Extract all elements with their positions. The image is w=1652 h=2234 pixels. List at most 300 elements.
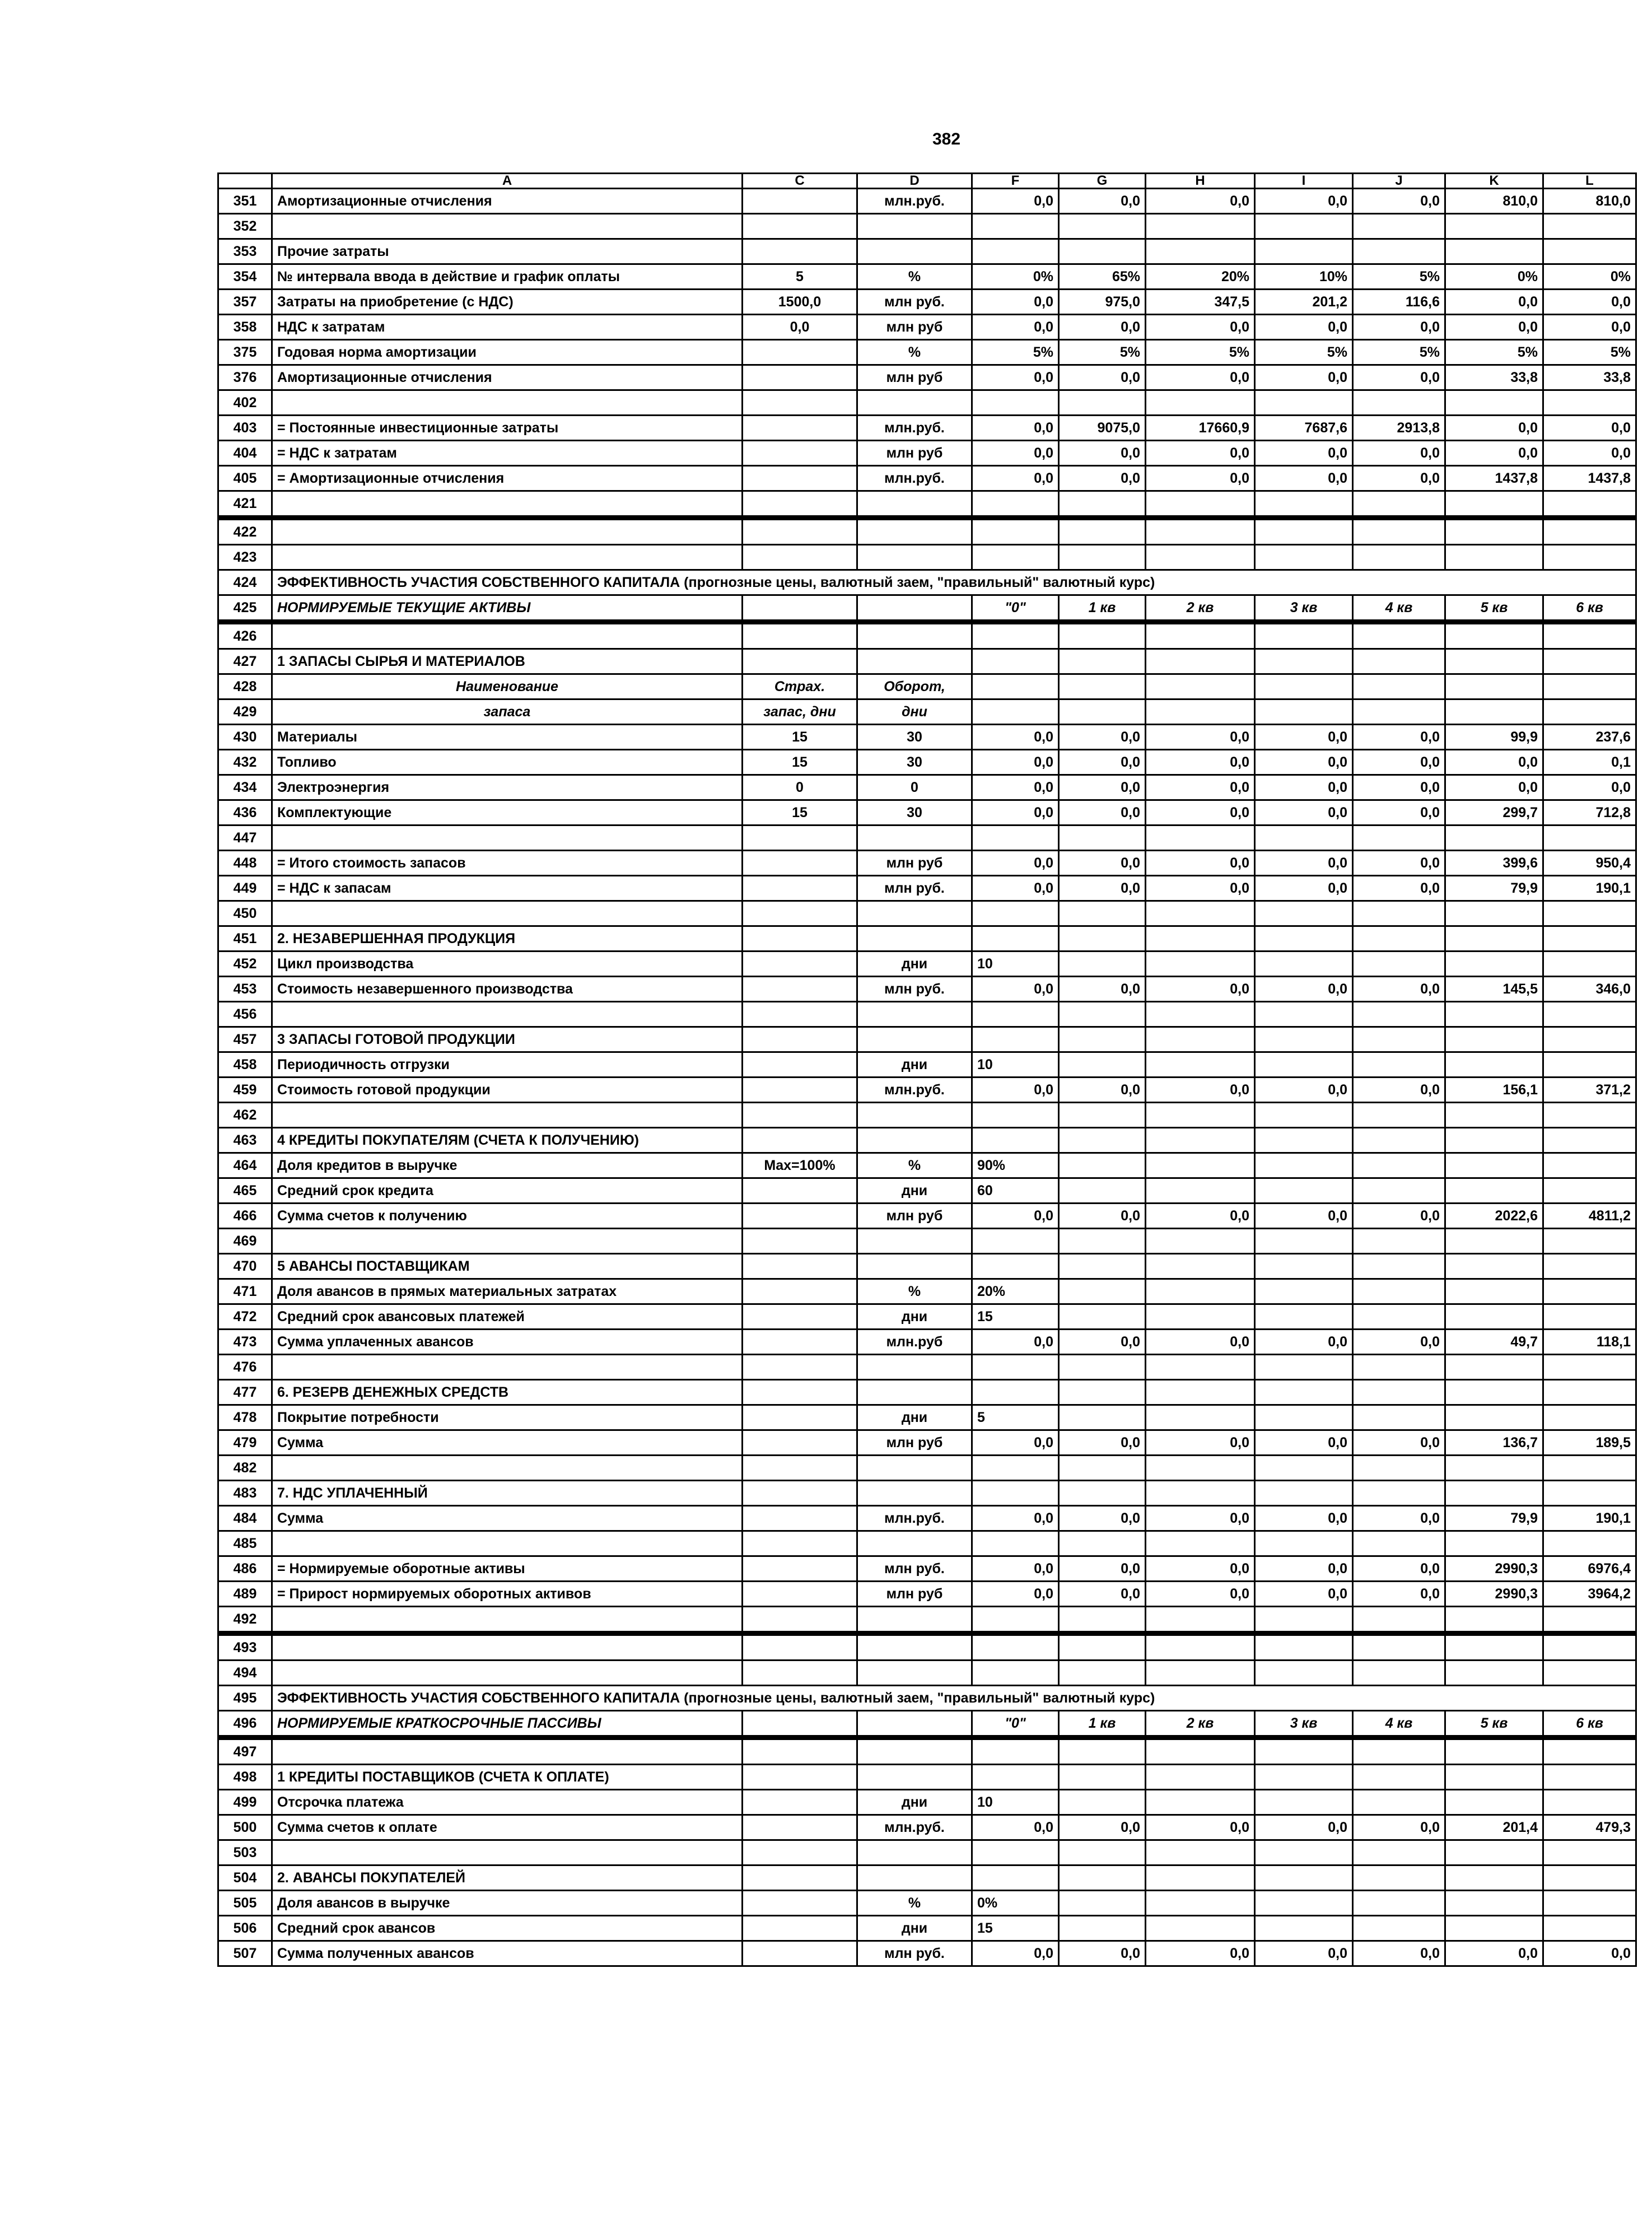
cell-value xyxy=(1059,622,1146,649)
cell-value xyxy=(1445,901,1543,926)
cell-value xyxy=(1543,1405,1636,1430)
cell-value xyxy=(1146,1916,1255,1941)
cell-value: 5 xyxy=(972,1405,1059,1430)
cell-c: 1500,0 xyxy=(743,290,857,315)
cell-value xyxy=(1059,1178,1146,1204)
cell-unit: млн руб xyxy=(857,315,972,340)
cell-unit xyxy=(857,825,972,851)
cell-unit: % xyxy=(857,1153,972,1178)
cell-value: 116,6 xyxy=(1353,290,1445,315)
cell-value: 2 кв xyxy=(1146,1711,1255,1738)
cell-value xyxy=(1353,1254,1445,1279)
row-label: Покрытие потребности xyxy=(272,1405,743,1430)
cell-c xyxy=(743,1661,857,1686)
column-header xyxy=(218,174,272,189)
row-number: 470 xyxy=(218,1254,272,1279)
cell-value xyxy=(1445,1279,1543,1304)
cell-value xyxy=(972,1103,1059,1128)
table-row xyxy=(218,1481,1636,1506)
cell-value xyxy=(1353,1027,1445,1052)
cell-value xyxy=(1543,1254,1636,1279)
table-row xyxy=(218,1686,1636,1711)
cell-value xyxy=(972,1355,1059,1380)
row-label: Цикл производства xyxy=(272,952,743,977)
cell-value: 65% xyxy=(1059,264,1146,290)
row-number: 495 xyxy=(218,1686,272,1711)
cell-value: 5% xyxy=(1059,340,1146,365)
cell-value xyxy=(1255,1607,1353,1634)
cell-value: 0,0 xyxy=(1255,189,1353,214)
cell-value: 0,0 xyxy=(972,1330,1059,1355)
cell-value xyxy=(1255,926,1353,952)
cell-value xyxy=(1445,1229,1543,1254)
table-row xyxy=(218,491,1636,518)
cell-value xyxy=(1059,1531,1146,1556)
cell-unit: % xyxy=(857,264,972,290)
cell-unit xyxy=(857,390,972,416)
cell-unit: млн руб xyxy=(857,851,972,876)
cell-unit: дни xyxy=(857,1790,972,1815)
cell-value xyxy=(1255,1634,1353,1661)
row-label: = Итого стоимость запасов xyxy=(272,851,743,876)
row-label xyxy=(272,1103,743,1128)
table-row xyxy=(218,1790,1636,1815)
cell-value xyxy=(1353,545,1445,570)
cell-value: 712,8 xyxy=(1543,800,1636,825)
table-row xyxy=(218,1178,1636,1204)
cell-value xyxy=(1543,1661,1636,1686)
cell-value: 0,0 xyxy=(1445,315,1543,340)
cell-value xyxy=(1445,1865,1543,1891)
cell-value xyxy=(1255,1840,1353,1865)
cell-c: 15 xyxy=(743,750,857,775)
row-label: Затраты на приобретение (с НДС) xyxy=(272,290,743,315)
cell-c xyxy=(743,1711,857,1738)
cell-unit: % xyxy=(857,1279,972,1304)
cell-value xyxy=(1255,1128,1353,1153)
table-row xyxy=(218,1153,1636,1178)
cell-value xyxy=(1059,952,1146,977)
row-number: 423 xyxy=(218,545,272,570)
row-number: 507 xyxy=(218,1941,272,1966)
cell-unit xyxy=(857,518,972,545)
cell-value: 0,0 xyxy=(1445,290,1543,315)
cell-value xyxy=(1059,926,1146,952)
cell-value xyxy=(972,390,1059,416)
cell-value: 975,0 xyxy=(1059,290,1146,315)
row-number: 376 xyxy=(218,365,272,390)
table-row xyxy=(218,466,1636,491)
row-label: 1 КРЕДИТЫ ПОСТАВЩИКОВ (СЧЕТА К ОПЛАТЕ) xyxy=(272,1765,743,1790)
cell-value: 0,0 xyxy=(1059,189,1146,214)
cell-value: 0,0 xyxy=(1059,365,1146,390)
row-label: Материалы xyxy=(272,725,743,750)
cell-value: 0,0 xyxy=(1059,1330,1146,1355)
cell-value: 0,0 xyxy=(1059,977,1146,1002)
cell-c xyxy=(743,1128,857,1153)
cell-value: 0,0 xyxy=(1353,1204,1445,1229)
table-row xyxy=(218,851,1636,876)
row-label: НДС к затратам xyxy=(272,315,743,340)
cell-unit xyxy=(857,1229,972,1254)
cell-value xyxy=(1146,390,1255,416)
cell-c: запас, дни xyxy=(743,699,857,725)
row-number: 473 xyxy=(218,1330,272,1355)
cell-value: 0,0 xyxy=(1059,466,1146,491)
cell-value xyxy=(1353,214,1445,239)
cell-value xyxy=(1059,1916,1146,1941)
section-title: ЭФФЕКТИВНОСТЬ УЧАСТИЯ СОБСТВЕННОГО КАПИТАЛА (прогнозные цены, валютный заем, "правильный" валютный курс) xyxy=(272,570,1636,595)
table-row xyxy=(218,1815,1636,1840)
cell-value: 0,0 xyxy=(1255,775,1353,800)
cell-value: 0,0 xyxy=(1146,1556,1255,1582)
cell-value: 0,0 xyxy=(1353,365,1445,390)
cell-value: 237,6 xyxy=(1543,725,1636,750)
cell-value: 0,0 xyxy=(1255,977,1353,1002)
row-number: 457 xyxy=(218,1027,272,1052)
row-number: 497 xyxy=(218,1738,272,1765)
row-label: 1 ЗАПАСЫ СЫРЬЯ И МАТЕРИАЛОВ xyxy=(272,649,743,674)
row-number: 405 xyxy=(218,466,272,491)
row-number: 466 xyxy=(218,1204,272,1229)
cell-c: Страх. xyxy=(743,674,857,699)
cell-value xyxy=(1255,1254,1353,1279)
cell-value: 0,0 xyxy=(972,876,1059,901)
cell-value: 0,0 xyxy=(1353,1330,1445,1355)
row-number: 351 xyxy=(218,189,272,214)
cell-value xyxy=(1255,825,1353,851)
row-number: 482 xyxy=(218,1456,272,1481)
row-number: 489 xyxy=(218,1582,272,1607)
cell-value: 0,0 xyxy=(1255,1204,1353,1229)
cell-value xyxy=(972,825,1059,851)
table-row xyxy=(218,699,1636,725)
row-label: = Постоянные инвестиционные затраты xyxy=(272,416,743,441)
table-row xyxy=(218,1738,1636,1765)
cell-value xyxy=(1255,1661,1353,1686)
row-label xyxy=(272,622,743,649)
cell-unit: млн.руб. xyxy=(857,189,972,214)
cell-value xyxy=(972,1002,1059,1027)
cell-value xyxy=(1255,1891,1353,1916)
cell-value: 0,0 xyxy=(1059,1815,1146,1840)
cell-value: 6976,4 xyxy=(1543,1556,1636,1582)
cell-value xyxy=(1146,1052,1255,1078)
table-row xyxy=(218,264,1636,290)
row-label: Комплектующие xyxy=(272,800,743,825)
cell-c xyxy=(743,649,857,674)
row-number: 462 xyxy=(218,1103,272,1128)
cell-value: 950,4 xyxy=(1543,851,1636,876)
cell-value: 5% xyxy=(972,340,1059,365)
cell-value xyxy=(1445,1304,1543,1330)
cell-value xyxy=(1353,1178,1445,1204)
table-row xyxy=(218,189,1636,214)
cell-value: 810,0 xyxy=(1445,189,1543,214)
row-number: 353 xyxy=(218,239,272,264)
cell-value xyxy=(1146,674,1255,699)
cell-value xyxy=(1353,622,1445,649)
cell-value: 0,0 xyxy=(1543,775,1636,800)
cell-value xyxy=(1146,699,1255,725)
cell-value: 0,0 xyxy=(972,1430,1059,1456)
table-row xyxy=(218,416,1636,441)
cell-value: 15 xyxy=(972,1304,1059,1330)
cell-unit: млн руб xyxy=(857,365,972,390)
table-row xyxy=(218,1456,1636,1481)
cell-value xyxy=(1255,1103,1353,1128)
cell-value xyxy=(1543,1128,1636,1153)
cell-unit: 0 xyxy=(857,775,972,800)
cell-value xyxy=(1059,1153,1146,1178)
row-number: 424 xyxy=(218,570,272,595)
row-label xyxy=(272,1607,743,1634)
cell-value: 0,0 xyxy=(1146,1078,1255,1103)
cell-c xyxy=(743,466,857,491)
cell-c xyxy=(743,518,857,545)
cell-unit xyxy=(857,1531,972,1556)
cell-unit: дни xyxy=(857,1405,972,1430)
row-label: Амортизационные отчисления xyxy=(272,365,743,390)
section-title: ЭФФЕКТИВНОСТЬ УЧАСТИЯ СОБСТВЕННОГО КАПИТАЛА (прогнозные цены, валютный заем, "правильный" валютный курс) xyxy=(272,1686,1636,1711)
cell-value: 0,0 xyxy=(972,1506,1059,1531)
table-row xyxy=(218,1430,1636,1456)
cell-value xyxy=(972,699,1059,725)
cell-value xyxy=(972,214,1059,239)
cell-value xyxy=(1543,952,1636,977)
cell-value xyxy=(1353,1661,1445,1686)
column-header: H xyxy=(1146,174,1255,189)
cell-value: 0,0 xyxy=(1255,800,1353,825)
row-label: Средний срок авансов xyxy=(272,1916,743,1941)
cell-unit: млн.руб. xyxy=(857,1815,972,1840)
row-label xyxy=(272,1531,743,1556)
cell-c xyxy=(743,214,857,239)
table-row xyxy=(218,1506,1636,1531)
row-label: Отсрочка платежа xyxy=(272,1790,743,1815)
row-number: 428 xyxy=(218,674,272,699)
cell-value xyxy=(1255,545,1353,570)
cell-value: 17660,9 xyxy=(1146,416,1255,441)
cell-c xyxy=(743,1582,857,1607)
cell-value xyxy=(1543,825,1636,851)
cell-c xyxy=(743,1430,857,1456)
cell-value xyxy=(1543,901,1636,926)
row-number: 352 xyxy=(218,214,272,239)
cell-value xyxy=(1543,674,1636,699)
cell-c xyxy=(743,1355,857,1380)
cell-value: 90% xyxy=(972,1153,1059,1178)
row-label: Амортизационные отчисления xyxy=(272,189,743,214)
row-number: 472 xyxy=(218,1304,272,1330)
cell-unit xyxy=(857,622,972,649)
cell-value: 0,0 xyxy=(1059,725,1146,750)
table-row xyxy=(218,1229,1636,1254)
row-number: 494 xyxy=(218,1661,272,1686)
cell-value xyxy=(1059,1840,1146,1865)
cell-value: 190,1 xyxy=(1543,1506,1636,1531)
cell-value xyxy=(1543,1634,1636,1661)
cell-value: 118,1 xyxy=(1543,1330,1636,1355)
cell-value: 0,0 xyxy=(972,851,1059,876)
table-row xyxy=(218,239,1636,264)
row-number: 375 xyxy=(218,340,272,365)
row-number: 434 xyxy=(218,775,272,800)
cell-value xyxy=(1543,1027,1636,1052)
table-row xyxy=(218,1607,1636,1634)
row-label: Сумма счетов к получению xyxy=(272,1204,743,1229)
cell-value xyxy=(1146,1607,1255,1634)
row-number: 429 xyxy=(218,699,272,725)
cell-value xyxy=(1445,491,1543,518)
row-number: 422 xyxy=(218,518,272,545)
row-number: 463 xyxy=(218,1128,272,1153)
cell-value xyxy=(1543,390,1636,416)
cell-value: 99,9 xyxy=(1445,725,1543,750)
cell-value xyxy=(1445,1027,1543,1052)
cell-value: 0,0 xyxy=(1255,315,1353,340)
cell-value xyxy=(972,622,1059,649)
cell-c xyxy=(743,1304,857,1330)
column-header-row xyxy=(218,174,1636,189)
row-number: 456 xyxy=(218,1002,272,1027)
cell-value xyxy=(1445,1103,1543,1128)
cell-value: 0,0 xyxy=(1059,1430,1146,1456)
cell-value: "0" xyxy=(972,595,1059,622)
cell-value xyxy=(972,1531,1059,1556)
cell-unit xyxy=(857,926,972,952)
cell-value: 0,0 xyxy=(1146,1582,1255,1607)
row-number: 402 xyxy=(218,390,272,416)
cell-value: 0,0 xyxy=(1059,1506,1146,1531)
cell-value xyxy=(1353,1103,1445,1128)
cell-value xyxy=(1543,1840,1636,1865)
cell-value xyxy=(1255,901,1353,926)
table-row xyxy=(218,1078,1636,1103)
cell-c xyxy=(743,189,857,214)
row-label: Сумма полученных авансов xyxy=(272,1941,743,1966)
cell-value xyxy=(1543,926,1636,952)
cell-value xyxy=(1146,545,1255,570)
cell-value xyxy=(1543,1002,1636,1027)
row-label xyxy=(272,1840,743,1865)
cell-value xyxy=(1146,1153,1255,1178)
row-number: 492 xyxy=(218,1607,272,1634)
cell-unit xyxy=(857,1128,972,1153)
table-row xyxy=(218,750,1636,775)
cell-value: 0,0 xyxy=(972,1582,1059,1607)
cell-value xyxy=(1059,1765,1146,1790)
cell-value xyxy=(1059,1738,1146,1765)
cell-value xyxy=(1255,1790,1353,1815)
cell-value xyxy=(1445,1052,1543,1078)
cell-value xyxy=(972,1027,1059,1052)
column-header: C xyxy=(743,174,857,189)
cell-value: 0,0 xyxy=(1146,851,1255,876)
table-row xyxy=(218,595,1636,622)
cell-value: 0,0 xyxy=(1353,851,1445,876)
cell-value: 0,0 xyxy=(1146,775,1255,800)
table-row xyxy=(218,775,1636,800)
cell-value xyxy=(1255,518,1353,545)
cell-value: 0,0 xyxy=(1353,466,1445,491)
row-number: 485 xyxy=(218,1531,272,1556)
cell-value xyxy=(1059,1405,1146,1430)
cell-value xyxy=(1353,1634,1445,1661)
cell-value xyxy=(1255,239,1353,264)
cell-value: 0,0 xyxy=(1353,1582,1445,1607)
cell-value: 189,5 xyxy=(1543,1430,1636,1456)
cell-value xyxy=(1543,1865,1636,1891)
cell-value xyxy=(1255,1304,1353,1330)
cell-value: 0,0 xyxy=(1059,775,1146,800)
cell-c xyxy=(743,1052,857,1078)
cell-value: 0,0 xyxy=(972,750,1059,775)
cell-value: 0,0 xyxy=(1353,315,1445,340)
cell-value xyxy=(1543,1607,1636,1634)
row-label: № интервала ввода в действие и график оплаты xyxy=(272,264,743,290)
cell-value xyxy=(1255,1916,1353,1941)
table-row xyxy=(218,365,1636,390)
cell-c xyxy=(743,441,857,466)
cell-unit: Оборот, xyxy=(857,674,972,699)
cell-value: 0,0 xyxy=(1059,800,1146,825)
table-row xyxy=(218,1128,1636,1153)
row-label: Доля авансов в прямых материальных затратах xyxy=(272,1279,743,1304)
cell-value: 0,0 xyxy=(972,189,1059,214)
cell-c xyxy=(743,825,857,851)
cell-value xyxy=(972,1840,1059,1865)
row-label: Периодичность отгрузки xyxy=(272,1052,743,1078)
cell-value: 0,0 xyxy=(1255,1582,1353,1607)
cell-value: 7687,6 xyxy=(1255,416,1353,441)
row-label xyxy=(272,1738,743,1765)
cell-value xyxy=(1353,1481,1445,1506)
cell-value: 0,0 xyxy=(1059,1204,1146,1229)
cell-c xyxy=(743,1279,857,1304)
cell-c: Max=100% xyxy=(743,1153,857,1178)
cell-c xyxy=(743,1941,857,1966)
row-label xyxy=(272,545,743,570)
cell-value: 0,0 xyxy=(1146,441,1255,466)
cell-value: 2913,8 xyxy=(1353,416,1445,441)
cell-value: 0,0 xyxy=(1059,876,1146,901)
cell-value xyxy=(1445,1840,1543,1865)
cell-unit: дни xyxy=(857,1304,972,1330)
cell-value xyxy=(1543,1531,1636,1556)
cell-value xyxy=(1445,1916,1543,1941)
cell-unit: дни xyxy=(857,1178,972,1204)
cell-value xyxy=(1146,1531,1255,1556)
cell-value xyxy=(1059,649,1146,674)
cell-value xyxy=(1059,1128,1146,1153)
cell-value xyxy=(1146,1456,1255,1481)
row-number: 453 xyxy=(218,977,272,1002)
row-number: 432 xyxy=(218,750,272,775)
cell-c xyxy=(743,1456,857,1481)
cell-value: 0,0 xyxy=(972,775,1059,800)
cell-value: 156,1 xyxy=(1445,1078,1543,1103)
table-row xyxy=(218,1304,1636,1330)
cell-value xyxy=(1059,901,1146,926)
cell-value xyxy=(1146,1229,1255,1254)
cell-value: 0,0 xyxy=(972,1941,1059,1966)
column-header: I xyxy=(1255,174,1353,189)
cell-value xyxy=(1146,1840,1255,1865)
cell-value: 0,0 xyxy=(972,365,1059,390)
row-number: 465 xyxy=(218,1178,272,1204)
cell-value xyxy=(1059,214,1146,239)
